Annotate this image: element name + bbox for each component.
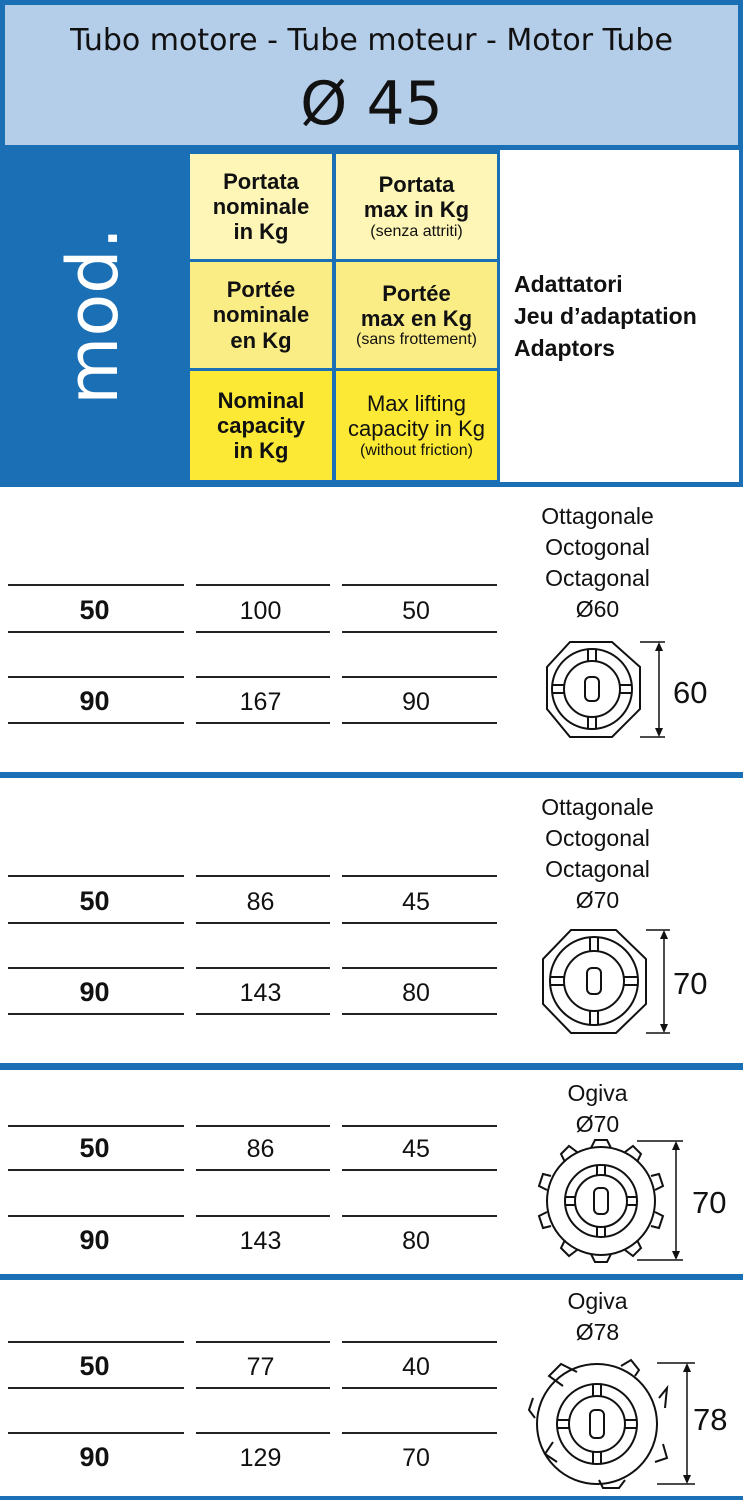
nominal-value: 167 xyxy=(239,688,282,716)
nominal-value: 143 xyxy=(239,979,282,1007)
header-line: Portata xyxy=(223,168,299,194)
mod-value: 50 xyxy=(79,886,110,916)
header-max-en xyxy=(336,371,497,480)
adaptor-dimension: 70 xyxy=(692,1185,727,1220)
mod-value: 90 xyxy=(79,1225,110,1255)
adaptors-header xyxy=(500,150,739,482)
adaptor-description xyxy=(478,1078,717,1140)
adaptor-line: Ottagonale xyxy=(541,503,654,529)
header-line: (sans frottement) xyxy=(356,331,477,349)
mod-value: 90 xyxy=(79,686,110,716)
section-ogive-70 xyxy=(0,1070,743,1274)
header-line: max in Kg xyxy=(363,197,470,223)
header-line: in Kg xyxy=(233,438,289,464)
nominal-value: 100 xyxy=(239,597,282,625)
header-line: Max lifting xyxy=(366,391,467,416)
adaptor-line: Ø70 xyxy=(575,1111,620,1137)
adaptor-description xyxy=(478,792,717,916)
octagonal-adaptor-icon xyxy=(538,925,674,1043)
nominal-value: 129 xyxy=(239,1444,282,1472)
header-line: nominale xyxy=(212,302,310,328)
max-value: 70 xyxy=(402,1444,430,1472)
header-nominal-en xyxy=(190,371,332,480)
header-nominal-it xyxy=(190,154,332,259)
adaptor-line: Ø70 xyxy=(575,887,620,913)
adaptor-line: Ottagonale xyxy=(541,794,654,820)
section-octagonal-70 xyxy=(0,778,743,1063)
octagonal-adaptor-icon xyxy=(540,637,670,747)
tube-diameter: Ø 45 xyxy=(300,69,443,139)
adaptor-line: Octogonal xyxy=(545,825,650,851)
header-line: nominale xyxy=(212,193,310,219)
adaptor-line: Octogonal xyxy=(545,534,650,560)
adaptor-description xyxy=(478,501,717,625)
nominal-value: 77 xyxy=(246,1353,275,1381)
max-value: 80 xyxy=(402,1227,430,1255)
header-line: Nominal xyxy=(217,387,305,413)
header-max-it xyxy=(336,154,497,259)
max-value: 50 xyxy=(402,597,430,625)
max-value: 40 xyxy=(402,1353,430,1381)
header-line: Adattatori xyxy=(514,270,623,297)
nominal-value: 143 xyxy=(239,1227,282,1255)
header-line: en Kg xyxy=(230,327,292,353)
nominal-value: 86 xyxy=(246,1135,275,1163)
header-line: Adaptors xyxy=(514,335,615,362)
max-value: 90 xyxy=(402,688,430,716)
header-line: Portata xyxy=(378,172,455,197)
adaptor-line: Octagonal xyxy=(545,565,650,591)
adaptor-dimension: 78 xyxy=(693,1402,728,1437)
adaptor-dimension: 70 xyxy=(673,966,708,1001)
header-line: Jeu d’adaptation xyxy=(514,302,697,329)
mod-value: 90 xyxy=(79,977,110,1007)
header-line: (senza attriti) xyxy=(370,222,463,240)
mod-column-header xyxy=(0,150,186,482)
ogive-adaptor-icon xyxy=(533,1136,693,1266)
header-line: Portée xyxy=(226,277,296,303)
mod-value: 90 xyxy=(79,1442,110,1472)
header-line: (without friction) xyxy=(360,441,473,459)
adaptor-line: Ogiva xyxy=(567,1080,628,1106)
mod-value: 50 xyxy=(79,595,110,625)
section-ogive-78 xyxy=(0,1280,743,1496)
max-value: 45 xyxy=(402,888,430,916)
mod-value: 50 xyxy=(79,1133,110,1163)
mod-value: 50 xyxy=(79,1351,110,1381)
header-max-fr xyxy=(336,262,497,368)
page-title: Tubo motore - Tube moteur - Motor Tube xyxy=(70,23,673,58)
adaptor-line: Ogiva xyxy=(567,1288,628,1314)
title-banner xyxy=(4,4,739,146)
header-nominal-fr xyxy=(190,262,332,368)
adaptor-line: Ø78 xyxy=(575,1319,620,1345)
header-line: max en Kg xyxy=(360,305,473,331)
header-line: Portée xyxy=(382,280,451,306)
adaptor-line: Octagonal xyxy=(545,856,650,882)
max-value: 80 xyxy=(402,979,430,1007)
nominal-value: 86 xyxy=(246,888,275,916)
ogive-adaptor-icon xyxy=(527,1358,707,1490)
header-line: capacity xyxy=(216,412,306,438)
max-value: 45 xyxy=(402,1135,430,1163)
adaptor-dimension: 60 xyxy=(673,675,708,710)
section-octagonal-60 xyxy=(0,487,743,772)
adaptor-line: Ø60 xyxy=(575,596,620,622)
header-line: in Kg xyxy=(233,219,289,245)
mod-label: mod. xyxy=(52,227,134,405)
header-line: capacity in Kg xyxy=(348,416,485,442)
adaptor-description xyxy=(478,1286,717,1348)
